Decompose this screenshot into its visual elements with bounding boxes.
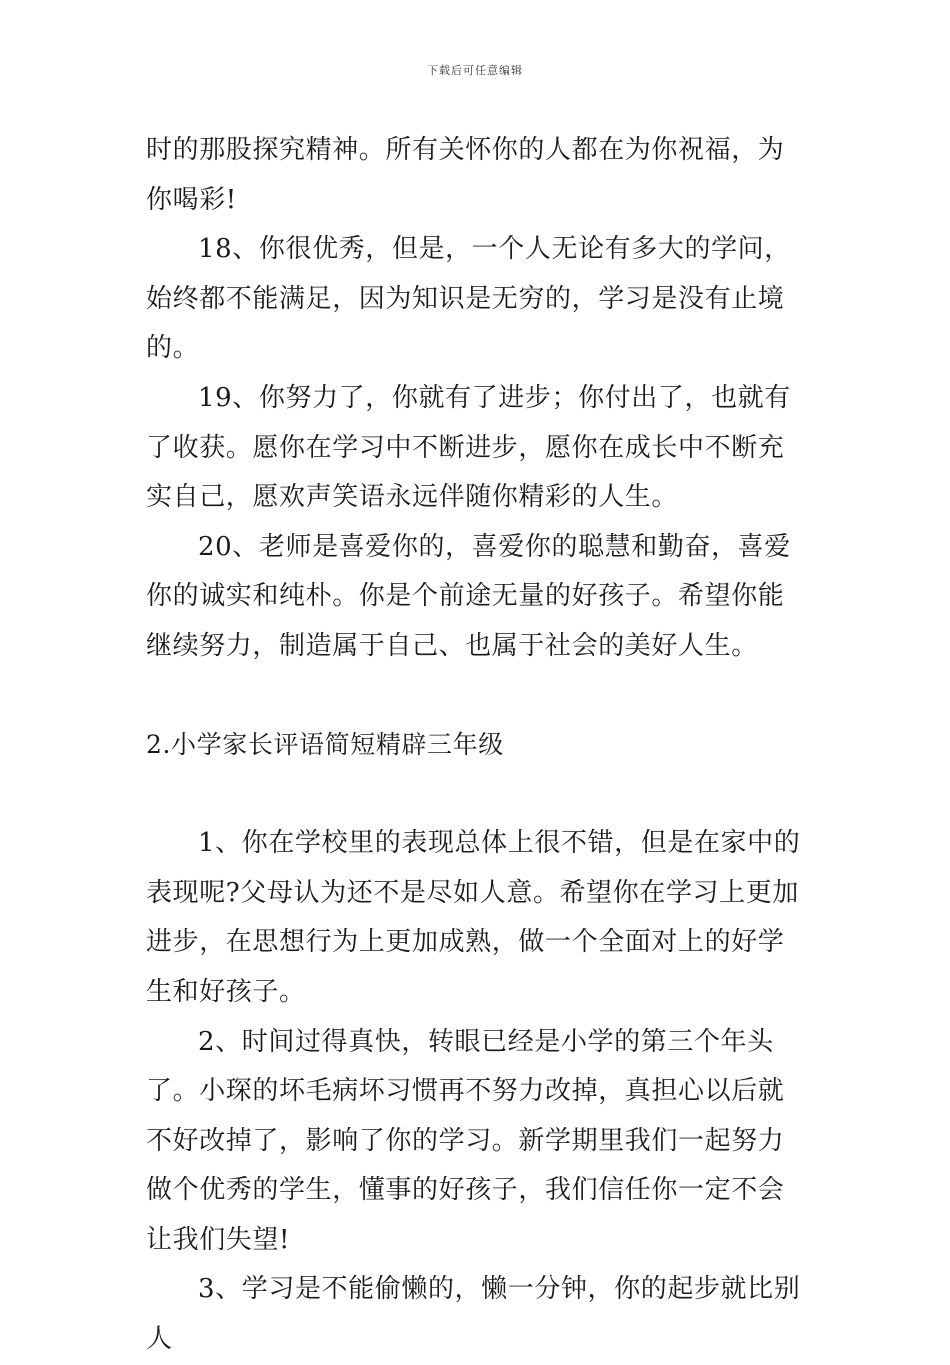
paragraph-item-19: 19、你努力了，你就有了进步；你付出了，也就有了收获。愿你在学习中不断进步，愿你在成长中不断充实自己，愿欢声笑语永远伴随你精彩的人生。 xyxy=(146,382,791,513)
paragraph-item-18: 18、你很优秀，但是，一个人无论有多大的学问，始终都不能满足，因为知识是无穷的，学习是没有止境的。 xyxy=(146,234,791,364)
paragraph-item-20: 20、老师是喜爱你的，喜爱你的聪慧和勤奋，喜爱你的诚实和纯朴。你是个前途无量的好孩子。希望你能继续努力，制造属于自己、也属于社会的美好人生。 xyxy=(146,531,791,661)
paragraph-item-3: 3、学习是不能偷懒的，懒一分钟，你的起步就比别人 xyxy=(146,1274,801,1355)
header-note: 下载后可任意编辑 xyxy=(427,64,523,77)
paragraph-continuation: 时的那股探究精神。所有关怀你的人都在为你祝福，为你喝彩! xyxy=(146,135,785,215)
section-title: 2.小学家长评语简短精辟三年级 xyxy=(146,729,504,759)
paragraph-item-1: 1、你在学校里的表现总体上很不错，但是在家中的表现呢?父母认为还不是尽如人意。希望你在学习上更加进步，在思想行为上更加成熟，做一个全面对上的好学生和好孩子。 xyxy=(146,828,801,1007)
paragraph-item-2: 2、时间过得真快，转眼已经是小学的第三个年头了。小琛的坏毛病坏习惯再不努力改掉，真担心以后就不好改掉了，影响了你的学习。新学期里我们一起努力做个优秀的学生，懂事的好孩子，我们信任你一定不会让我们失望! xyxy=(146,1026,785,1255)
document-body xyxy=(146,126,810,1365)
